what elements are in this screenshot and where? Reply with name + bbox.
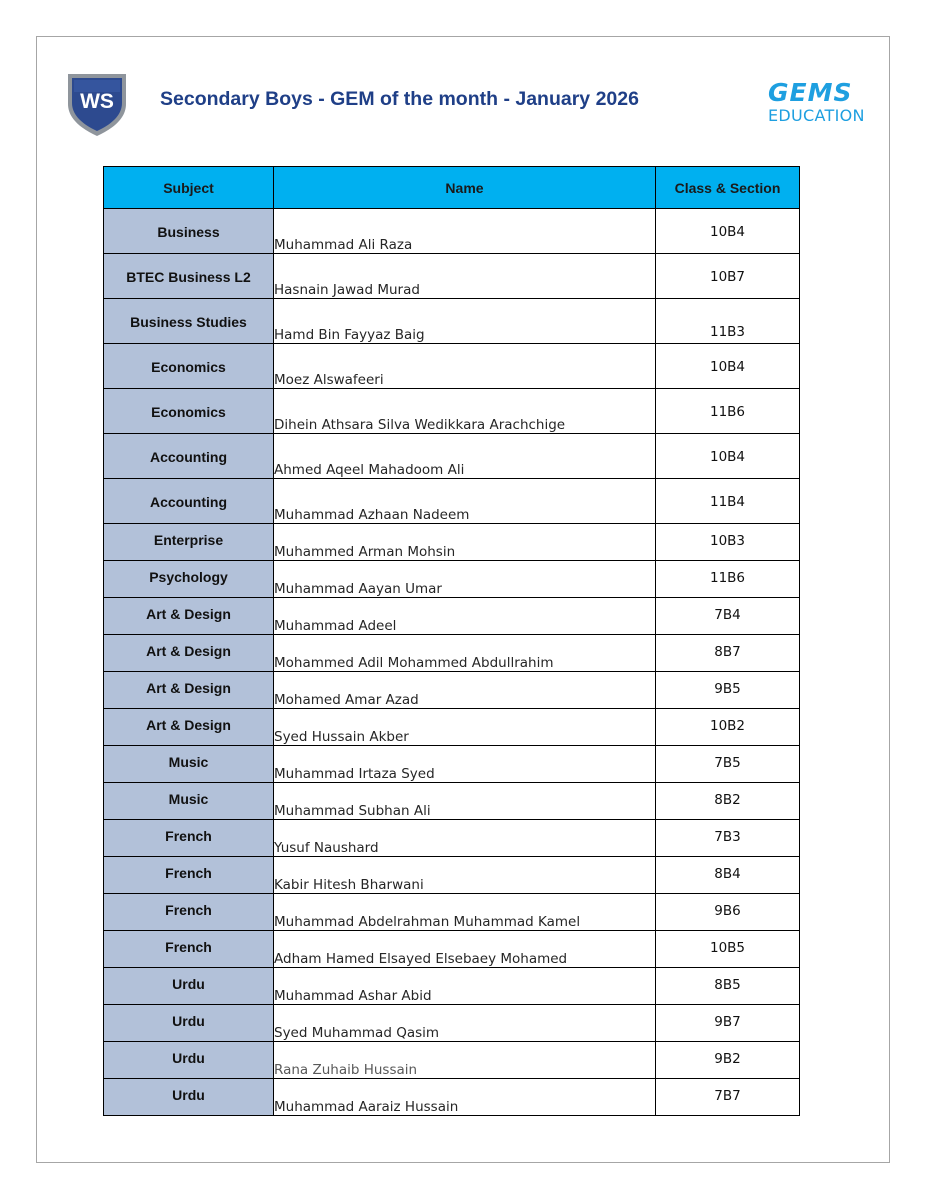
table-row — [104, 672, 800, 709]
table-row — [104, 598, 800, 635]
table-header-row — [104, 167, 800, 209]
table-row — [104, 820, 800, 857]
name-cell: Muhammad Ali Raza — [274, 209, 656, 254]
name-cell: Yusuf Naushard — [274, 820, 656, 857]
class-cell: 7B7 — [656, 1079, 800, 1116]
class-cell: 8B2 — [656, 783, 800, 820]
subject-cell: French — [104, 931, 274, 968]
gem-table — [103, 166, 800, 1116]
name-cell: Muhammad Aayan Umar — [274, 561, 656, 598]
subject-cell: BTEC Business L2 — [104, 254, 274, 299]
class-cell: 11B4 — [656, 479, 800, 524]
class-cell: 9B2 — [656, 1042, 800, 1079]
class-cell: 11B6 — [656, 389, 800, 434]
class-cell: 8B4 — [656, 857, 800, 894]
name-cell: Kabir Hitesh Bharwani — [274, 857, 656, 894]
class-cell: 7B5 — [656, 746, 800, 783]
table-row — [104, 635, 800, 672]
class-cell: 8B7 — [656, 635, 800, 672]
table-row — [104, 746, 800, 783]
subject-cell: Business Studies — [104, 299, 274, 344]
table-row — [104, 931, 800, 968]
name-cell: Mohammed Adil Mohammed Abdullrahim — [274, 635, 656, 672]
subject-cell: Art & Design — [104, 635, 274, 672]
table-row — [104, 1042, 800, 1079]
class-cell: 11B6 — [656, 561, 800, 598]
class-cell: 10B4 — [656, 344, 800, 389]
subject-cell: Urdu — [104, 1005, 274, 1042]
name-cell: Muhammad Abdelrahman Muhammad Kamel — [274, 894, 656, 931]
name-cell: Muhammad Azhaan Nadeem — [274, 479, 656, 524]
name-cell: Mohamed Amar Azad — [274, 672, 656, 709]
logo-text: WS — [80, 90, 114, 113]
subject-cell: Music — [104, 783, 274, 820]
table-row — [104, 783, 800, 820]
class-cell: 11B3 — [656, 299, 800, 344]
table-row — [104, 389, 800, 434]
subject-cell: Accounting — [104, 434, 274, 479]
name-cell: Muhammad Subhan Ali — [274, 783, 656, 820]
name-cell: Muhammad Adeel — [274, 598, 656, 635]
class-cell: 9B7 — [656, 1005, 800, 1042]
table-row — [104, 209, 800, 254]
name-cell: Syed Muhammad Qasim — [274, 1005, 656, 1042]
table-row — [104, 524, 800, 561]
subject-cell: Urdu — [104, 1079, 274, 1116]
class-cell: 7B4 — [656, 598, 800, 635]
subject-cell: French — [104, 857, 274, 894]
class-cell: 9B5 — [656, 672, 800, 709]
school-shield-logo — [64, 70, 130, 138]
table-row — [104, 1079, 800, 1116]
subject-cell: Economics — [104, 344, 274, 389]
table-row — [104, 434, 800, 479]
table-row — [104, 894, 800, 931]
table-row — [104, 1005, 800, 1042]
brand-top-text: GEMS — [768, 78, 853, 107]
name-cell: Syed Hussain Akber — [274, 709, 656, 746]
subject-cell: Business — [104, 209, 274, 254]
subject-cell: Art & Design — [104, 672, 274, 709]
subject-cell: Art & Design — [104, 598, 274, 635]
class-cell: 10B3 — [656, 524, 800, 561]
name-cell: Muhammad Ashar Abid — [274, 968, 656, 1005]
brand-bottom-text: EDUCATION — [768, 106, 865, 125]
name-cell: Adham Hamed Elsayed Elsebaey Mohamed — [274, 931, 656, 968]
table-row — [104, 344, 800, 389]
subject-cell: Urdu — [104, 1042, 274, 1079]
subject-cell: Music — [104, 746, 274, 783]
class-cell: 9B6 — [656, 894, 800, 931]
name-cell: Dihein Athsara Silva Wedikkara Arachchige — [274, 389, 656, 434]
table-row — [104, 561, 800, 598]
gems-education-logo — [768, 80, 872, 128]
class-cell: 10B5 — [656, 931, 800, 968]
name-cell: Muhammad Irtaza Syed — [274, 746, 656, 783]
table-row — [104, 299, 800, 344]
class-cell: 10B7 — [656, 254, 800, 299]
class-cell: 10B2 — [656, 709, 800, 746]
class-cell: 7B3 — [656, 820, 800, 857]
table-row — [104, 709, 800, 746]
name-cell: Ahmed Aqeel Mahadoom Ali — [274, 434, 656, 479]
subject-cell: Psychology — [104, 561, 274, 598]
table-row — [104, 968, 800, 1005]
name-cell: Muhammad Aaraiz Hussain — [274, 1079, 656, 1116]
subject-cell: Enterprise — [104, 524, 274, 561]
subject-cell: French — [104, 820, 274, 857]
table-row — [104, 254, 800, 299]
name-cell: Hasnain Jawad Murad — [274, 254, 656, 299]
subject-cell: French — [104, 894, 274, 931]
class-cell: 8B5 — [656, 968, 800, 1005]
column-header-name: Name — [274, 167, 656, 209]
name-cell: Muhammed Arman Mohsin — [274, 524, 656, 561]
class-cell: 10B4 — [656, 434, 800, 479]
table-row — [104, 479, 800, 524]
column-header-class: Class & Section — [656, 167, 800, 209]
class-cell: 10B4 — [656, 209, 800, 254]
table-row — [104, 857, 800, 894]
subject-cell: Economics — [104, 389, 274, 434]
subject-cell: Accounting — [104, 479, 274, 524]
name-cell: Hamd Bin Fayyaz Baig — [274, 299, 656, 344]
subject-cell: Art & Design — [104, 709, 274, 746]
subject-cell: Urdu — [104, 968, 274, 1005]
name-cell: Moez Alswafeeri — [274, 344, 656, 389]
name-cell: Rana Zuhaib Hussain — [274, 1042, 656, 1079]
column-header-subject: Subject — [104, 167, 274, 209]
page-title: Secondary Boys - GEM of the month - January 2026 — [160, 88, 639, 110]
